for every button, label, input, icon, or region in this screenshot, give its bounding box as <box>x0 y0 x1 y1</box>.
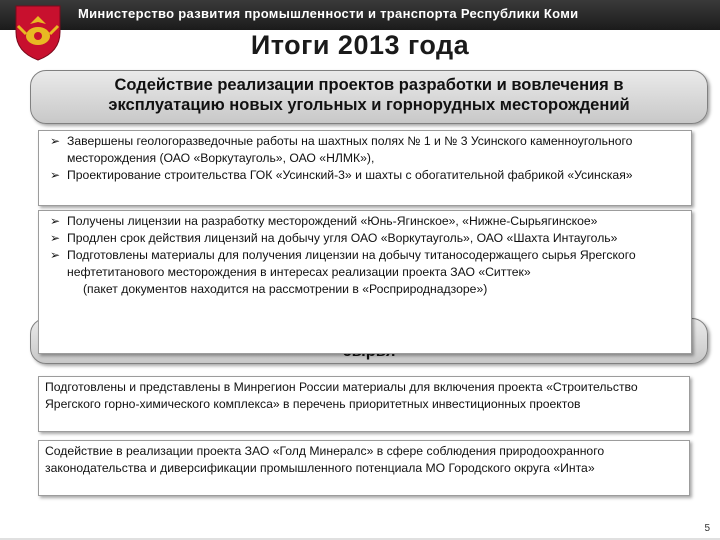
section-heading-line: Содействие реализации проектов разработки и вовлечения в <box>114 76 624 94</box>
list-item: ➢ Продлен срок действия лицензий на добычу угля ОАО «Воркутауголь», ОАО «Шахта Интауголь» <box>47 230 685 247</box>
section-heading-line: эксплуатацию новых угольных и горнорудных месторождений <box>108 96 630 114</box>
ministry-name: Министерство развития промышленности и транспорта Республики Коми <box>78 6 579 21</box>
arrow-bullet-icon: ➢ <box>49 231 61 245</box>
list-note: (пакет документов находится на рассмотрении в «Росприроднадзоре») <box>83 282 488 296</box>
list-item: ➢ Завершены геологоразведочные работы на шахтных полях № 1 и № 3 Усинского каменноугольного месторождения (ОАО «Воркутауголь», ОАО «НЛМК»), <box>47 133 685 167</box>
top-bar <box>0 0 720 30</box>
paragraph-gold-minerals: Содействие в реализации проекта ЗАО «Голд Минералс» в сфере соблюдения природоохранного законодательства и диверсификации промышленного потенциала МО Городского округа «Инта» <box>38 440 690 496</box>
arrow-bullet-icon: ➢ <box>49 134 61 148</box>
section-heading-box-coal <box>30 70 708 124</box>
page-number: 5 <box>704 523 710 534</box>
bullet-list-licenses <box>38 210 692 354</box>
arrow-bullet-icon: ➢ <box>49 248 61 262</box>
page-title: Итоги 2013 года <box>250 30 470 60</box>
list-item: ➢ Подготовлены материалы для получения лицензии на добычу титаносодержащего сырья Ярегского нефтетитанового месторождения в интересах реализации проекта ЗАО «Ситтек» <box>47 247 685 281</box>
arrow-bullet-icon: ➢ <box>49 168 61 182</box>
list-item: ➢ Проектирование строительства ГОК «Усинский-3» и шахты с обогатительной фабрикой «Усинская» <box>47 167 685 184</box>
list-item: ➢ Получены лицензии на разработку месторождений «Юнь-Ягинское», «Нижне-Сырьягинское» <box>47 213 685 230</box>
arrow-bullet-icon: ➢ <box>49 214 61 228</box>
paragraph-yarega-project: Подготовлены и представлены в Минрегион России материалы для включения проекта «Строительство Ярегского горно-химического комплекса» в перечень приоритетных инвестиционных проектов <box>38 376 690 432</box>
bullet-list-exploration <box>38 130 692 206</box>
